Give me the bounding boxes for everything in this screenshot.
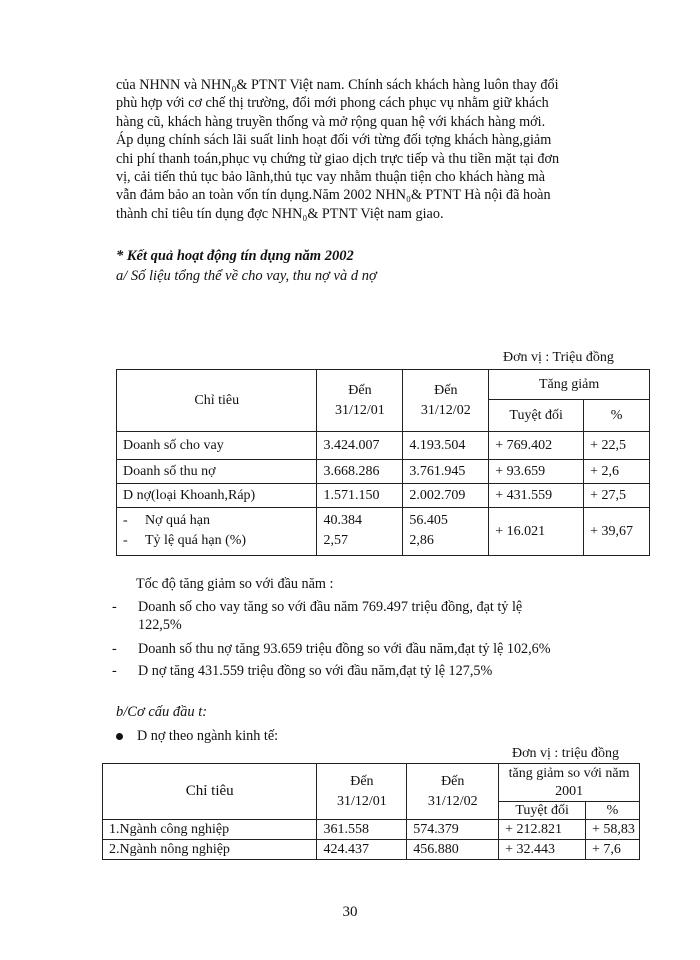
intro-line: chi phí thanh toán,phục vụ chứng từ giao dịch trực tiếp và thu tiền mặt tại đơn (116, 150, 560, 167)
intro-paragraph (116, 76, 634, 223)
header-percent: % (584, 400, 650, 432)
table-row: 1.Ngành công nghiệp 361.558 574.379 + 212.821 + 58,83 (103, 820, 640, 840)
section-subheading: a/ Số liệu tổng thể về cho vay, thu nợ và d nợ (116, 268, 377, 284)
credit-summary-table (116, 369, 650, 556)
header-2002: Đến 31/12/02 (403, 370, 489, 432)
header-2002: Đến 31/12/02 (407, 764, 499, 820)
header-absolute: Tuyệt đối (489, 400, 584, 432)
section-heading: b/Cơ cấu đầu t: (116, 704, 208, 720)
intro-line: hàng cũ, khách hàng truyền thống và mở rộng quan hệ với khách hàng mới. (116, 113, 546, 130)
section-heading: * Kết quả hoạt động tín dụng năm 2002 (116, 248, 354, 264)
intro-line: Áp dụng chính sách lãi suất linh hoạt đối với từng đối tợng khách hàng,giảm (116, 132, 552, 149)
bullet-dot-icon (116, 733, 123, 740)
intro-line: của NHNN và NHN₀& PTNT Việt nam. Chính sách khách hàng luôn thay đổi (116, 77, 559, 93)
bullet-item: D nợ theo ngành kinh tế: (116, 728, 278, 745)
table-row: 2.Ngành nông nghiệp 424.437 456.880 + 32.443 + 7,6 (103, 840, 640, 860)
table2-unit: Đơn vị : triệu đồng (512, 746, 619, 761)
header-2001: Đến 31/12/01 (317, 370, 403, 432)
table1-unit: Đơn vị : Triệu đồng (503, 350, 614, 365)
header-2001: Đến 31/12/01 (317, 764, 407, 820)
page-number: 30 (342, 904, 358, 920)
table-header-row (103, 764, 640, 802)
table-row: Doanh số cho vay 3.424.007 4.193.504 + 769.402 + 22,5 (117, 432, 650, 460)
intro-line: thành chỉ tiêu tín dụng đợc NHN₀& PTNT Việt nam giao. (116, 205, 444, 222)
table-row-overdue: - Nợ quá hạn - Tỷ lệ quá hạn (%) 40.384 2,57 56.405 2,86 + 16.021 + 39,67 (117, 508, 650, 556)
growth-intro: Tốc độ tăng giảm so với đầu năm : (136, 576, 334, 592)
header-change: Tăng giảm (489, 370, 650, 400)
table-row: D nợ(loại Khoanh,Ráp) 1.571.150 2.002.709 + 431.559 + 27,5 (117, 484, 650, 508)
header-absolute: Tuyệt đối (499, 802, 586, 820)
table-row: Doanh số thu nợ 3.668.286 3.761.945 + 93.659 + 2,6 (117, 460, 650, 484)
header-indicator: Chỉ tiêu (103, 764, 317, 820)
header-percent: % (586, 802, 640, 820)
header-change: tăng giảm so với năm 2001 (499, 764, 640, 802)
table-header-row (117, 370, 650, 400)
list-item: - Doanh số cho vay tăng so với đầu năm 769.497 triệu đồng, đạt tỷ lệ 122,5% (112, 599, 523, 634)
sector-table (102, 763, 640, 860)
list-item: - D nợ tăng 431.559 triệu đồng so với đầu năm,đạt tỷ lệ 127,5% (112, 663, 493, 679)
header-indicator: Chỉ tiêu (117, 370, 317, 432)
intro-line: vẫn đảm bảo an toàn vốn tín dụng.Năm 2002 NHN₀& PTNT Hà nội đã hoàn (116, 187, 551, 204)
intro-line: vị, cải tiến thủ tục bảo lãnh,thủ tục vay nhằm thuận tiện cho khách hàng mà (116, 169, 546, 186)
list-item: - Doanh số thu nợ tăng 93.659 triệu đồng so với đầu năm,đạt tỷ lệ 102,6% (112, 641, 551, 657)
intro-line: phù hợp với cơ chế thị trường, đổi mới phong cách phục vụ nhằm giữ khách (116, 95, 549, 112)
